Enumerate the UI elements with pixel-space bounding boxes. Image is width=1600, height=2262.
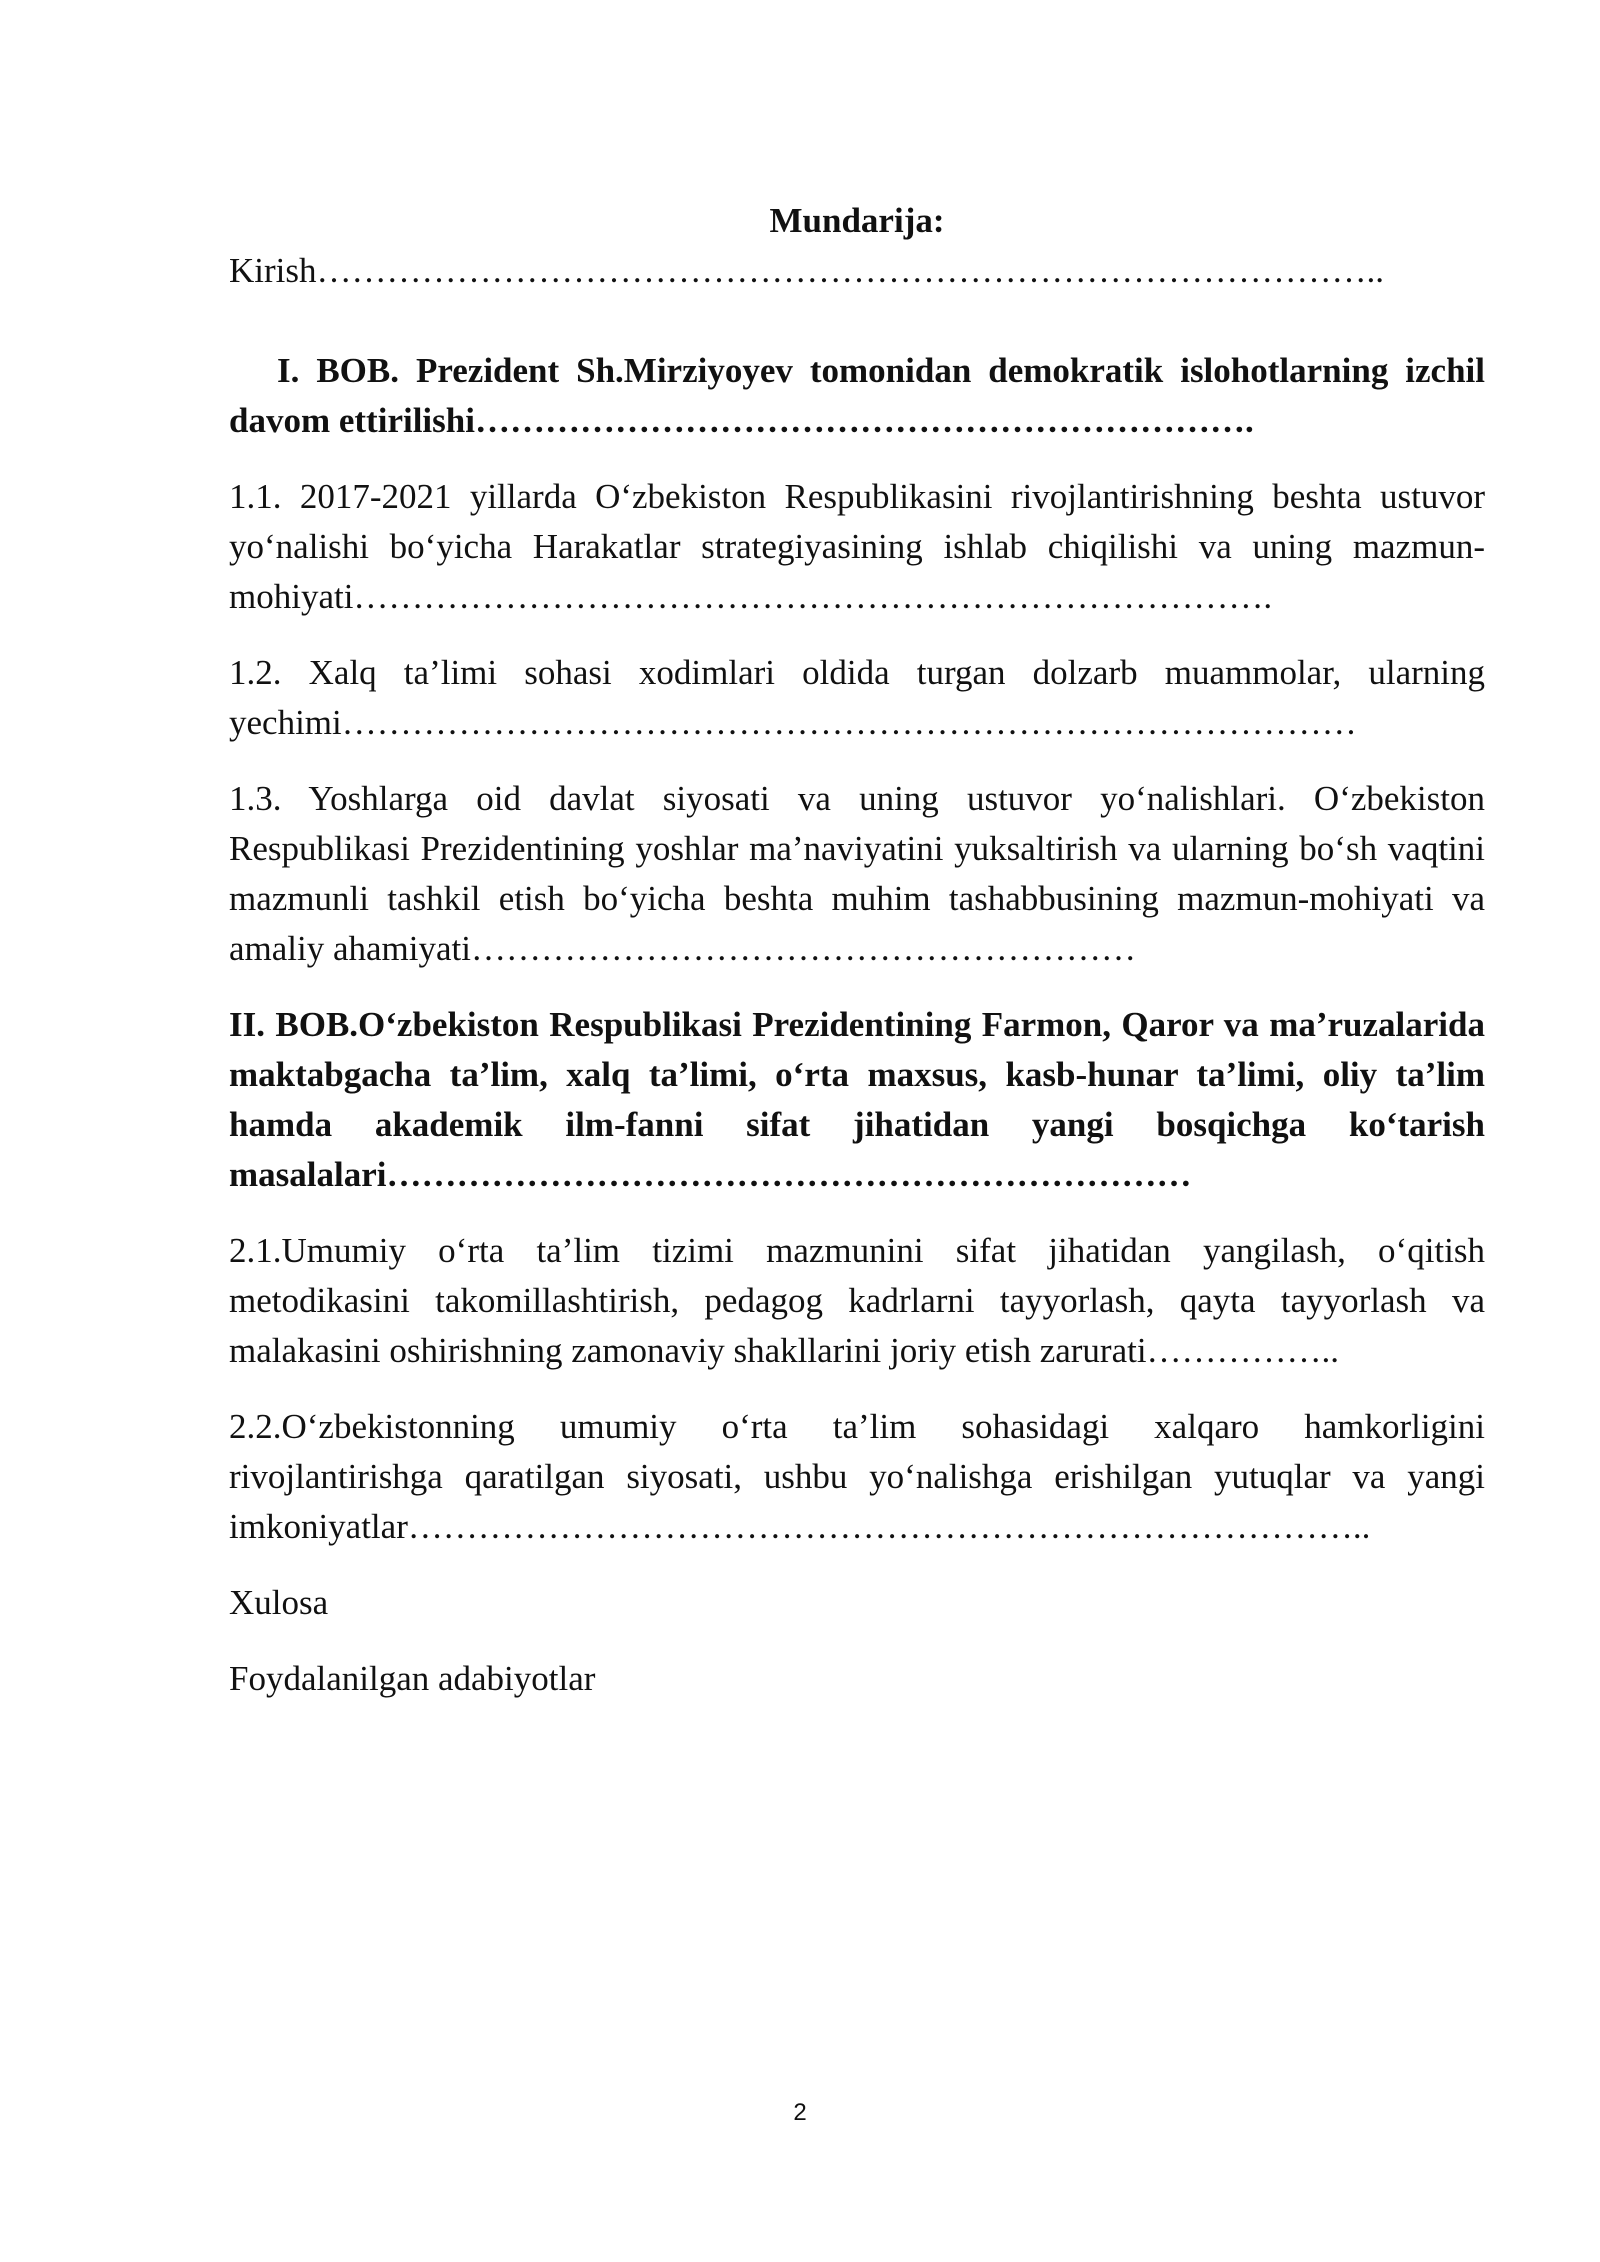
toc-entry-section-2-2: 2.2.O‘zbekistonning umumiy o‘rta ta’lim sohasidagi xalqaro hamkorligini rivojlantirishga qaratilgan siyosati, ushbu yo‘nalishga erishilgan yutuqlar va yangi imkoniyatlar……………………………………………………………………….. — [229, 1407, 1485, 1546]
toc-entry-section-1-1: 1.1. 2017-2021 yillarda O‘zbekiston Respublikasini rivojlantirishning beshta ustuvor yo‘nalishi bo‘yicha Harakatlar strategiyasining ishlab chiqilishi va uning mazmun-mohiyati……………………………………………………………………. — [229, 477, 1485, 616]
toc-entry-section-1-2: 1.2. Xalq ta’limi sohasi xodimlari oldida turgan dolzarb muammolar, ularning yechimi…………………………………………………………………………… — [229, 653, 1485, 742]
toc-entry-references: Foydalanilgan adabiyotlar — [229, 1659, 596, 1698]
toc-entry-chapter-2: II. BOB.O‘zbekiston Respublikasi Prezidentining Farmon, Qaror va ma’ruzalarida maktabgacha ta’lim, xalq ta’limi, o‘rta maxsus, kasb-hunar ta’limi, oliy ta’lim hamda akademik ilm-fanni sifat jihatidan yangi bosqichga ko‘tarish masalalari…………………………………………………………… — [229, 1005, 1485, 1194]
toc-entry-section-2-1: 2.1.Umumiy o‘rta ta’lim tizimi mazmunini sifat jihatidan yangilash, o‘qitish metodikasini takomillashtirish, pedagog kadrlarni tayyorlash, qayta tayyorlash va malakasini oshirishning zamonaviy shakllarini joriy etish zarurati…………….. — [229, 1231, 1485, 1370]
page-title: Mundarija: — [769, 201, 945, 240]
toc-entry-chapter-1: I. BOB. Prezident Sh.Mirziyoyev tomonidan demokratik islohotlarning izchil davom ettirilishi…………………………………………………………. — [229, 351, 1485, 440]
toc-entry-kirish: Kirish……………………………………………………………………………….. — [229, 251, 1384, 290]
toc-entry-section-1-3: 1.3. Yoshlarga oid davlat siyosati va uning ustuvor yo‘nalishlari. O‘zbekiston Respublikasi Prezidentining yoshlar ma’naviyatini yuksaltirish va ularning bo‘sh vaqtini mazmunli tashkil etish bo‘yicha beshta muhim tashabbusining mazmun-mohiyati va amaliy ahamiyati………………………………………………… — [229, 779, 1485, 968]
table-of-contents — [229, 196, 1485, 1730]
page-number: 2 — [793, 2099, 807, 2126]
toc-entry-conclusion: Xulosa — [229, 1583, 329, 1622]
